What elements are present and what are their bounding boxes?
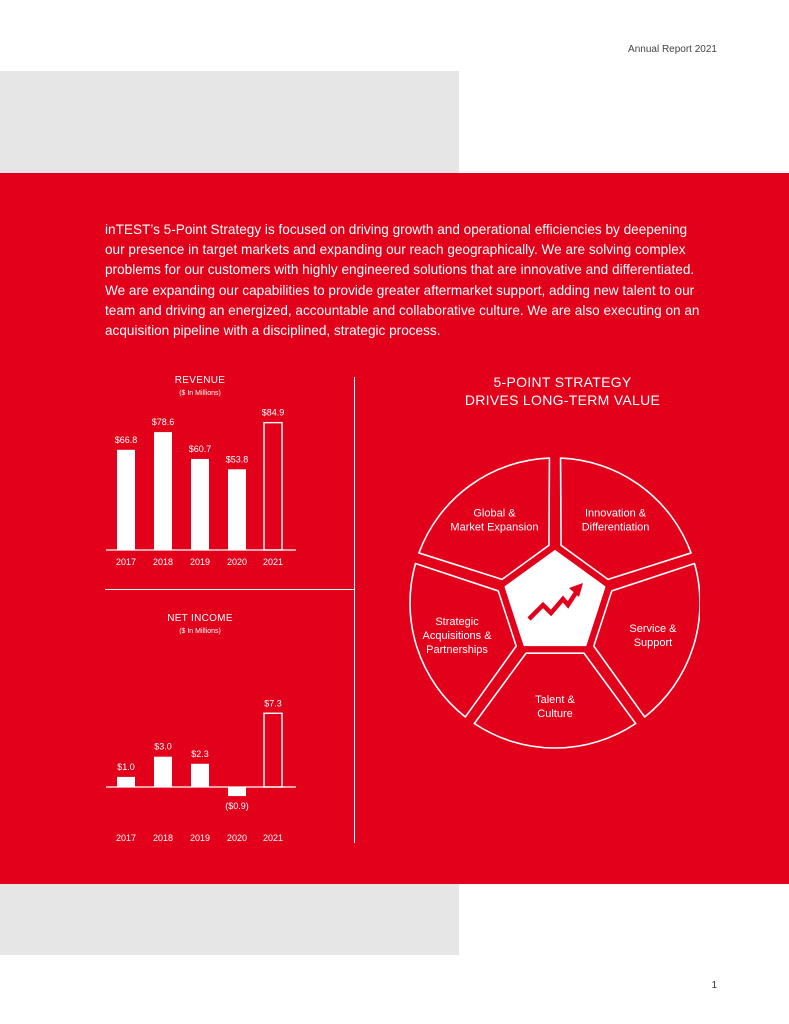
net-income-tick-2020: 2020 [226, 833, 248, 843]
strategy-segment-label-2: Differentiation [581, 521, 650, 534]
strategy-title-line2: DRIVES LONG-TERM VALUE [464, 392, 661, 408]
revenue-chart-subtitle: ($ In Millions) [179, 390, 221, 397]
strategy-segment-label-1: Market Expansion [450, 521, 539, 534]
net-income-bar-2020 [228, 787, 246, 796]
strategy-segment-label-5: Partnerships [426, 643, 488, 656]
revenue-value-label-2021: $84.9 [261, 407, 285, 418]
intro-paragraph: inTEST’s 5-Point Strategy is focused on driving growth and operational efficiencies by deepening our presence in target markets and expanding our reach geographically. We are solving complex problems for our customers with highly engineered solutions that are innovative and differentiated. We are expanding our capabilities to provide greater aftermarket support, adding new talent to our team and driving an energized, accountable and collaborative culture. We are also executing on an acquisition pipeline with a disciplined, strategic process. [105, 222, 700, 339]
revenue-value-label-2018: $78.6 [151, 417, 175, 428]
page-number: 1 [711, 980, 717, 991]
report-title: Annual Report 2021 [628, 44, 717, 55]
net-income-value-label-2017: $1.0 [117, 761, 135, 772]
revenue-value-label-2020: $53.8 [225, 454, 249, 465]
net-income-value-label-2021: $7.3 [264, 698, 282, 709]
strategy-segment-label-3: Service & [629, 622, 677, 635]
net-income-bar-2019 [191, 764, 209, 787]
strategy-segment-label-5: Acquisitions & [422, 629, 492, 642]
net-income-chart [0, 173, 360, 863]
net-income-value-label-2018: $3.0 [154, 741, 172, 752]
revenue-value-label-2017: $66.8 [114, 434, 138, 445]
revenue-tick-2019: 2019 [189, 557, 211, 567]
net-income-tick-2018: 2018 [152, 833, 174, 843]
strategy-segment-label-3: Support [633, 636, 673, 649]
strategy-segment-label-1: Global & [473, 507, 516, 520]
net-income-chart-title: NET INCOME [167, 613, 233, 624]
strategy-segment-label-5: Strategic [435, 615, 479, 628]
gray-band-bottom [0, 884, 459, 955]
strategy-wheel [400, 448, 700, 758]
net-income-bar-2018 [154, 757, 172, 787]
net-income-tick-2019: 2019 [189, 833, 211, 843]
strategy-segment-label-2: Innovation & [584, 507, 647, 520]
strategy-title-line1: 5-POINT STRATEGY [493, 374, 632, 390]
revenue-tick-2020: 2020 [226, 557, 248, 567]
net-income-value-label-2020: ($0.9) [225, 801, 249, 812]
net-income-value-label-2019: $2.3 [191, 748, 209, 759]
strategy-title [430, 373, 695, 409]
revenue-value-label-2019: $60.7 [188, 443, 212, 454]
net-income-tick-2017: 2017 [115, 833, 137, 843]
revenue-chart-title: REVENUE [174, 375, 226, 386]
revenue-tick-2018: 2018 [152, 557, 174, 567]
gray-band-top [0, 71, 459, 173]
net-income-bar-2021 [264, 713, 282, 787]
revenue-tick-2021: 2021 [262, 557, 284, 567]
net-income-chart-subtitle: ($ In Millions) [179, 628, 221, 635]
strategy-segment-label-4: Culture [537, 708, 573, 720]
strategy-panel [0, 173, 789, 884]
revenue-tick-2017: 2017 [115, 557, 137, 567]
net-income-tick-2021: 2021 [262, 833, 284, 843]
net-income-bar-2017 [117, 777, 135, 787]
strategy-segment-label-4: Talent & [535, 694, 575, 706]
